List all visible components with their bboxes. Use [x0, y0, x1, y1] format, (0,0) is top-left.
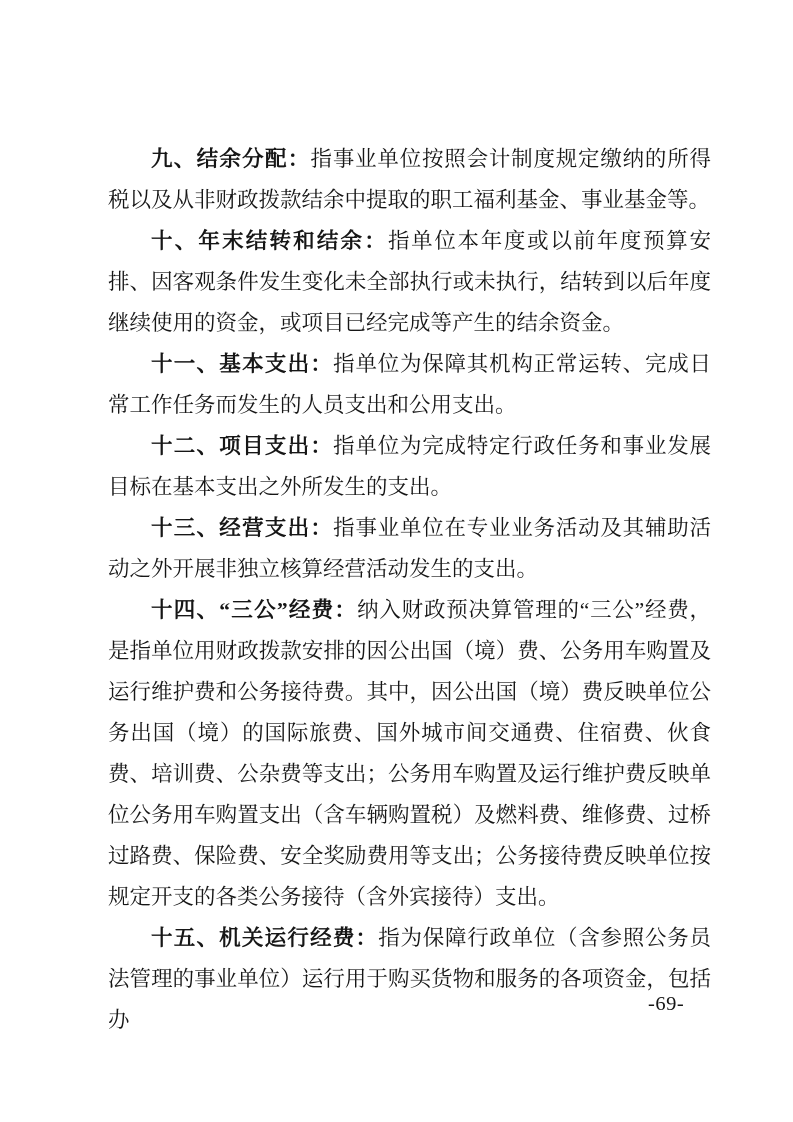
body-text: 指为保障行政单位（含参照公务员法管理的事业单位）运行用于购买货物和服务的各项资金，包括办 [108, 926, 711, 1032]
document-text-block [108, 139, 711, 1041]
paragraph-9-surplus-distribution [108, 139, 711, 221]
term-label: 十二、项目支出： [151, 434, 334, 458]
term-label: 十三、经营支出： [151, 516, 334, 540]
body-text: 纳入财政预决算管理的“三公”经费，是指单位用财政拨款安排的因公出国（境）费、公务用车购置及运行维护费和公务接待费。其中，因公出国（境）费反映单位公务出国（境）的国际旅费、国外城市间交通费、住宿费、伙食费、培训费、公杂费等支出；公务用车购置及运行维护费反映单位公务用车购置支出（含车辆购置税）及燃料费、维修费、过桥过路费、保险费、安全奖励费用等支出；公务接待费反映单位按规定开支的各类公务接待（含外宾接待）支出。 [108, 598, 711, 909]
paragraph-15-agency-operating-funds [108, 918, 711, 1041]
term-label: 十五、机关运行经费： [151, 926, 379, 950]
page-number: -69- [648, 993, 685, 1015]
term-label: 九、结余分配： [151, 147, 311, 171]
body-text: 指单位为保障其机构正常运转、完成日常工作任务而发生的人员支出和公用支出。 [108, 352, 711, 417]
term-label: 十一、基本支出： [151, 352, 334, 376]
body-text: 指事业单位在专业业务活动及其辅助活动之外开展非独立核算经营活动发生的支出。 [108, 516, 711, 581]
paragraph-12-project-expenditure [108, 426, 711, 508]
paragraph-13-operating-expenditure [108, 508, 711, 590]
term-label: 十四、“三公”经费： [151, 598, 358, 622]
body-text: 指事业单位按照会计制度规定缴纳的所得税以及从非财政拨款结余中提取的职工福利基金、事业基金等。 [108, 147, 711, 212]
body-text: 指单位为完成特定行政任务和事业发展目标在基本支出之外所发生的支出。 [108, 434, 711, 499]
paragraph-14-three-public-funds [108, 590, 711, 918]
body-text: 指单位本年度或以前年度预算安排、因客观条件发生变化未全部执行或未执行，结转到以后年度继续使用的资金，或项目已经完成等产生的结余资金。 [108, 229, 711, 335]
term-label: 十、年末结转和结余： [151, 229, 388, 253]
paragraph-11-basic-expenditure [108, 344, 711, 426]
paragraph-10-yearend-carryover [108, 221, 711, 344]
